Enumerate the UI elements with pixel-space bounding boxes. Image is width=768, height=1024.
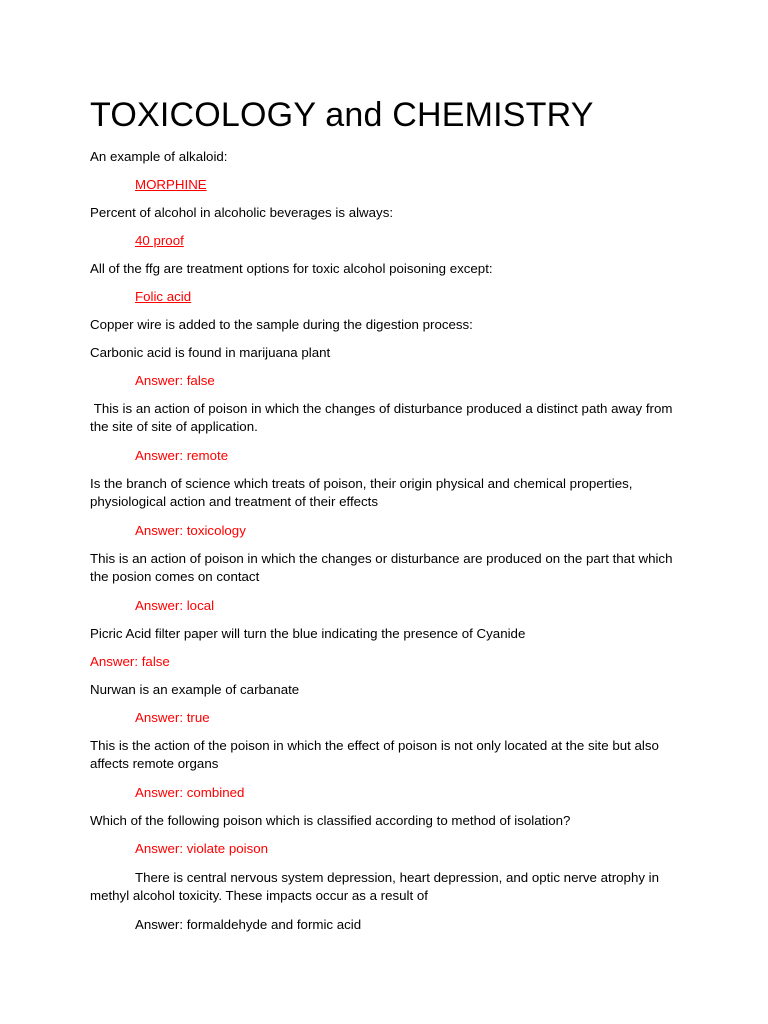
question-4: Copper wire is added to the sample during the digestion process: <box>90 317 473 332</box>
question-3: All of the ffg are treatment options for toxic alcohol poisoning except: <box>90 261 493 276</box>
answer-7: Answer: toxicology <box>135 523 246 538</box>
answer-12: Answer: violate poison <box>135 841 269 856</box>
answer-10: Answer: true <box>135 710 210 725</box>
question-10: Nurwan is an example of carbanate <box>90 682 300 697</box>
question-8: This is an action of poison in which the changes or disturbance are produced on the part that which the posion comes on contact <box>90 551 673 584</box>
question-6: This is an action of poison in which the changes of disturbance produced a distinct path away from the site of site of application. <box>90 401 677 434</box>
question-9: Picric Acid filter paper will turn the blue indicating the presence of Cyanide <box>90 626 526 641</box>
answer-3: Folic acid <box>135 289 192 304</box>
question-11: This is the action of the poison in which the effect of poison is not only located at the site but also affects remote organs <box>90 738 659 771</box>
answer-5: Answer: false <box>135 373 215 388</box>
question-1: An example of alkaloid: <box>90 149 228 164</box>
answer-1: MORPHINE <box>135 177 207 192</box>
document-page <box>90 96 680 944</box>
question-7: Is the branch of science which treats of poison, their origin physical and chemical properties, physiological action and treatment of their effects <box>90 476 633 509</box>
answer-13: Answer: formaldehyde and formic acid <box>135 917 362 932</box>
document-title: TOXICOLOGY and CHEMISTRY <box>90 96 594 134</box>
question-12: Which of the following poison which is classified according to method of isolation? <box>90 813 571 828</box>
answer-2: 40 proof <box>135 233 184 248</box>
question-13: There is central nervous system depression, heart depression, and optic nerve atrophy in methyl alcohol toxicity. These impacts occur as a result of <box>90 870 660 903</box>
answer-11: Answer: combined <box>135 785 245 800</box>
question-5: Carbonic acid is found in marijuana plant <box>90 345 331 360</box>
answer-8: Answer: local <box>135 598 215 613</box>
answer-6: Answer: remote <box>135 448 229 463</box>
answer-9: Answer: false <box>90 654 170 669</box>
question-2: Percent of alcohol in alcoholic beverages is always: <box>90 205 394 220</box>
